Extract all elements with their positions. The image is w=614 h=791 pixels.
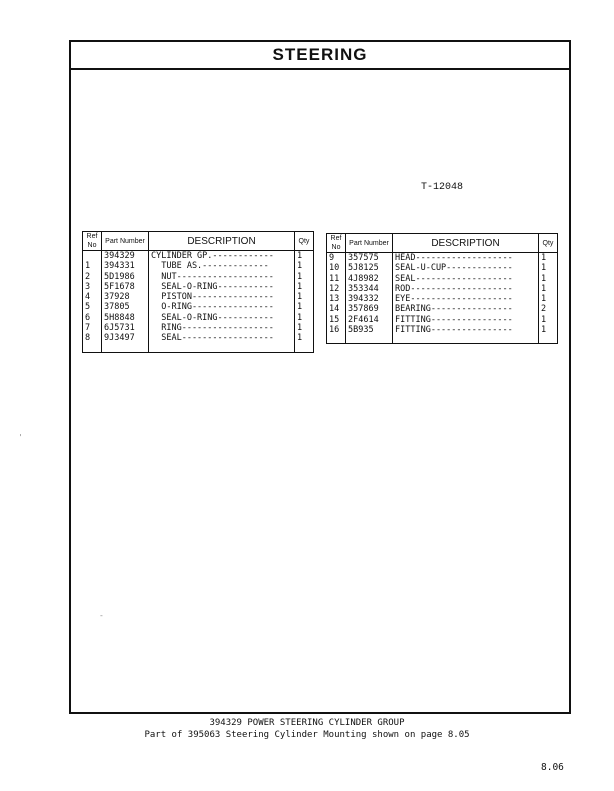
qty-header: Qty (539, 234, 558, 253)
ref-cell: 7 (83, 323, 102, 333)
ref-no-header: Ref No (327, 234, 346, 253)
caption-subtitle: Part of 395063 Steering Cylinder Mounting shown on page 8.05 (144, 730, 470, 740)
ref-cell: 13 (327, 294, 346, 304)
qty-cell: 1 (295, 261, 314, 271)
ref-cell: 9 (327, 253, 346, 264)
description-cell: O-RING---------------- (149, 302, 295, 312)
caption-title: 394329 POWER STEERING CYLINDER GROUP (209, 718, 405, 728)
qty-cell: 1 (295, 251, 314, 262)
page-title: STEERING (272, 45, 368, 64)
description-cell: HEAD------------------- (393, 253, 539, 264)
description-cell: SEAL------------------- (393, 274, 539, 284)
scan-mark: ' (18, 433, 23, 442)
ref-cell: 11 (327, 274, 346, 284)
part-cell: 37928 (102, 292, 149, 302)
ref-cell: 2 (83, 272, 102, 282)
description-cell: EYE-------------------- (393, 294, 539, 304)
part-cell: 5B935 (346, 325, 393, 335)
table-padding-row (83, 344, 314, 353)
table-row (327, 263, 558, 273)
description-header: DESCRIPTION (393, 234, 539, 253)
part-cell: 394331 (102, 261, 149, 271)
part-number-header: Part Number (102, 232, 149, 251)
part-cell: 37805 (102, 302, 149, 312)
qty-cell: 1 (295, 333, 314, 343)
qty-cell: 1 (295, 313, 314, 323)
ref-cell: 16 (327, 325, 346, 335)
table-padding-row (327, 335, 558, 344)
qty-cell: 1 (295, 292, 314, 302)
title-bar (71, 42, 569, 70)
table-row (83, 261, 314, 271)
part-cell: 353344 (346, 284, 393, 294)
part-cell: 5D1986 (102, 272, 149, 282)
description-cell: PISTON---------------- (149, 292, 295, 302)
qty-header: Qty (295, 232, 314, 251)
table-row (83, 302, 314, 312)
description-cell: TUBE AS.------------- (149, 261, 295, 271)
ref-cell: 12 (327, 284, 346, 294)
ref-cell: 5 (83, 302, 102, 312)
part-cell: 394329 (102, 251, 149, 262)
table-row (327, 315, 558, 325)
ref-cell: 14 (327, 304, 346, 314)
description-cell: CYLINDER GP.------------ (149, 251, 295, 262)
table-row (327, 325, 558, 335)
ref-cell: 8 (83, 333, 102, 343)
qty-cell: 1 (539, 253, 558, 264)
table-row (327, 304, 558, 314)
table-row (327, 253, 558, 264)
qty-cell: 2 (539, 304, 558, 314)
ref-cell: 10 (327, 263, 346, 273)
scan-mark: - (99, 611, 104, 620)
table-row (83, 251, 314, 262)
figure-reference: T-12048 (421, 182, 464, 193)
part-cell: 2F4614 (346, 315, 393, 325)
table-row (83, 313, 314, 323)
table-row (327, 274, 558, 284)
qty-cell: 1 (539, 325, 558, 335)
description-cell: SEAL-O-RING----------- (149, 282, 295, 292)
description-header: DESCRIPTION (149, 232, 295, 251)
description-cell: ROD-------------------- (393, 284, 539, 294)
qty-cell: 1 (539, 294, 558, 304)
description-cell: SEAL-U-CUP------------- (393, 263, 539, 273)
qty-cell: 1 (539, 284, 558, 294)
table-row (327, 284, 558, 294)
qty-cell: 1 (539, 263, 558, 273)
ref-no-header: Ref No (83, 232, 102, 251)
table-header-row (327, 234, 558, 253)
qty-cell: 1 (539, 315, 558, 325)
table-row (83, 282, 314, 292)
part-cell: 357575 (346, 253, 393, 264)
qty-cell: 1 (295, 272, 314, 282)
table-row (83, 323, 314, 333)
part-cell: 5F1678 (102, 282, 149, 292)
part-cell: 6J5731 (102, 323, 149, 333)
table-row (83, 272, 314, 282)
table-row (83, 333, 314, 343)
part-number-header: Part Number (346, 234, 393, 253)
ref-cell (83, 251, 102, 262)
description-cell: FITTING---------------- (393, 315, 539, 325)
qty-cell: 1 (295, 282, 314, 292)
part-cell: 4J8982 (346, 274, 393, 284)
description-cell: NUT------------------- (149, 272, 295, 282)
description-cell: SEAL-O-RING----------- (149, 313, 295, 323)
parts-table-right (326, 233, 558, 344)
page-frame (69, 40, 571, 714)
description-cell: SEAL------------------ (149, 333, 295, 343)
description-cell: RING------------------ (149, 323, 295, 333)
ref-cell: 4 (83, 292, 102, 302)
page-number: 8.06 (541, 762, 564, 773)
description-cell: BEARING---------------- (393, 304, 539, 314)
qty-cell: 1 (539, 274, 558, 284)
ref-cell: 15 (327, 315, 346, 325)
part-cell: 357869 (346, 304, 393, 314)
qty-cell: 1 (295, 323, 314, 333)
ref-cell: 3 (83, 282, 102, 292)
parts-table-left (82, 231, 314, 353)
ref-cell: 1 (83, 261, 102, 271)
part-cell: 9J3497 (102, 333, 149, 343)
description-cell: FITTING---------------- (393, 325, 539, 335)
qty-cell: 1 (295, 302, 314, 312)
table-row (83, 292, 314, 302)
part-cell: 5J8125 (346, 263, 393, 273)
table-row (327, 294, 558, 304)
ref-cell: 6 (83, 313, 102, 323)
part-cell: 394332 (346, 294, 393, 304)
part-cell: 5H8848 (102, 313, 149, 323)
table-header-row (83, 232, 314, 251)
